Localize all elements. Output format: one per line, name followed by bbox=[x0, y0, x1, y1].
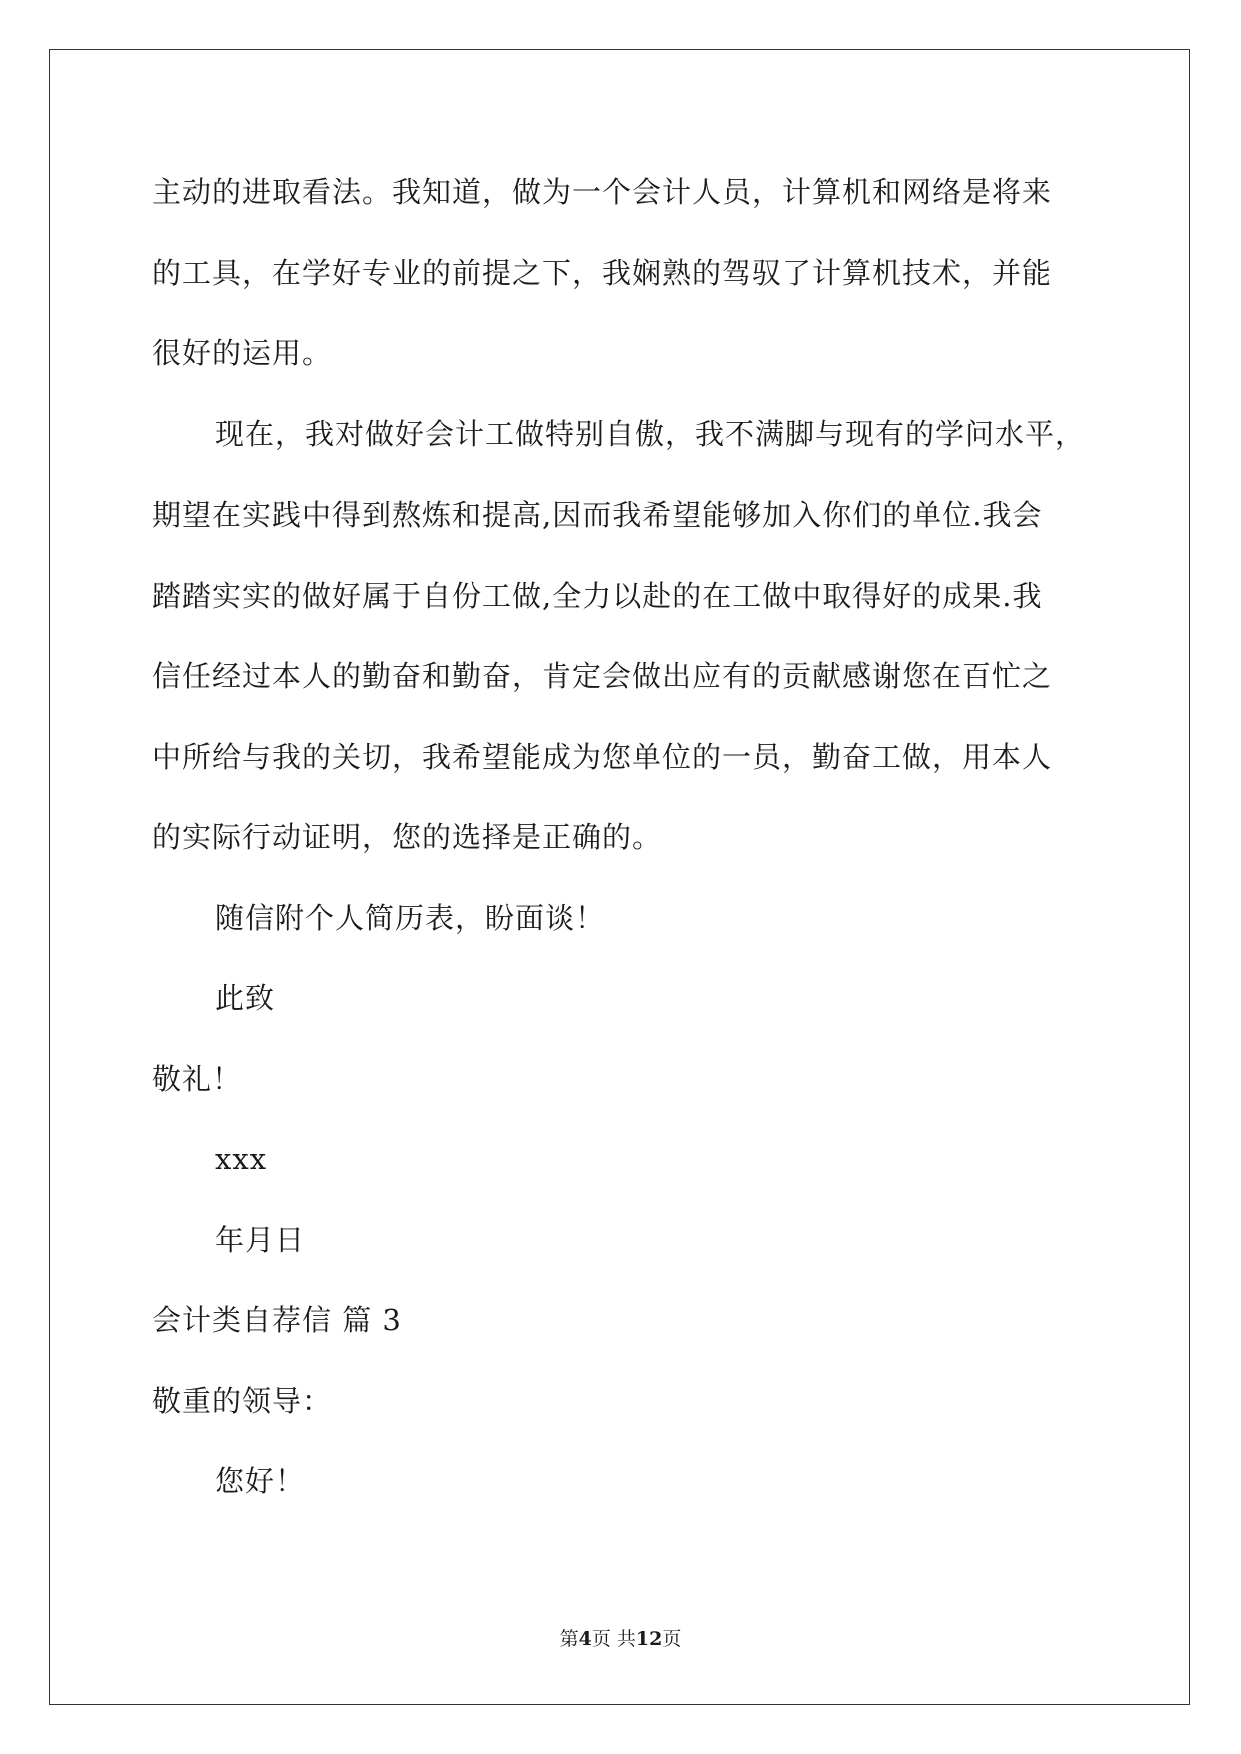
body-text-line: 现在，我对做好会计工做特别自傲，我不满脚与现有的学问水平， bbox=[215, 417, 1086, 451]
body-text-line: 主动的进取看法。我知道，做为一个会计人员，计算机和网络是将来 bbox=[152, 175, 1053, 209]
letter-salutation: 敬重的领导： bbox=[152, 1384, 333, 1418]
body-text-line: 期望在实践中得到熬炼和提高,因而我希望能够加入你们的单位.我会 bbox=[152, 498, 1043, 532]
body-text-line: 中所给与我的关切，我希望能成为您单位的一员，勤奋工做，用本人 bbox=[152, 740, 1053, 774]
body-text-line: 的工具，在学好专业的前提之下，我娴熟的驾驭了计算机技术，并能 bbox=[152, 256, 1053, 290]
body-text-line: 的实际行动证明，您的选择是正确的。 bbox=[152, 820, 663, 854]
footer-page-number: 4 bbox=[578, 1628, 592, 1650]
page-footer bbox=[0, 1627, 1241, 1651]
signature-name: xxx bbox=[215, 1142, 268, 1176]
body-text-line: 信任经过本人的勤奋和勤奋，肯定会做出应有的贡献感谢您在百忙之 bbox=[152, 659, 1053, 693]
page-frame bbox=[49, 49, 1190, 1705]
signature-date: 年月日 bbox=[215, 1223, 306, 1257]
closing-salutation: 此致 bbox=[215, 981, 276, 1015]
footer-suffix: 页 bbox=[662, 1628, 682, 1650]
section-heading: 会计类自荐信 篇 3 bbox=[152, 1303, 402, 1337]
closing-regards: 敬礼！ bbox=[152, 1062, 243, 1096]
footer-prefix: 第 bbox=[559, 1628, 579, 1650]
body-text-line: 踏踏实实的做好属于自份工做,全力以赴的在工做中取得好的成果.我 bbox=[152, 579, 1043, 613]
body-text-line: 很好的运用。 bbox=[152, 336, 333, 370]
footer-middle: 页 共 bbox=[591, 1628, 636, 1650]
footer-total-pages: 12 bbox=[635, 1628, 663, 1650]
attachment-note: 随信附个人简历表，盼面谈！ bbox=[215, 901, 606, 935]
letter-greeting: 您好！ bbox=[215, 1464, 306, 1498]
